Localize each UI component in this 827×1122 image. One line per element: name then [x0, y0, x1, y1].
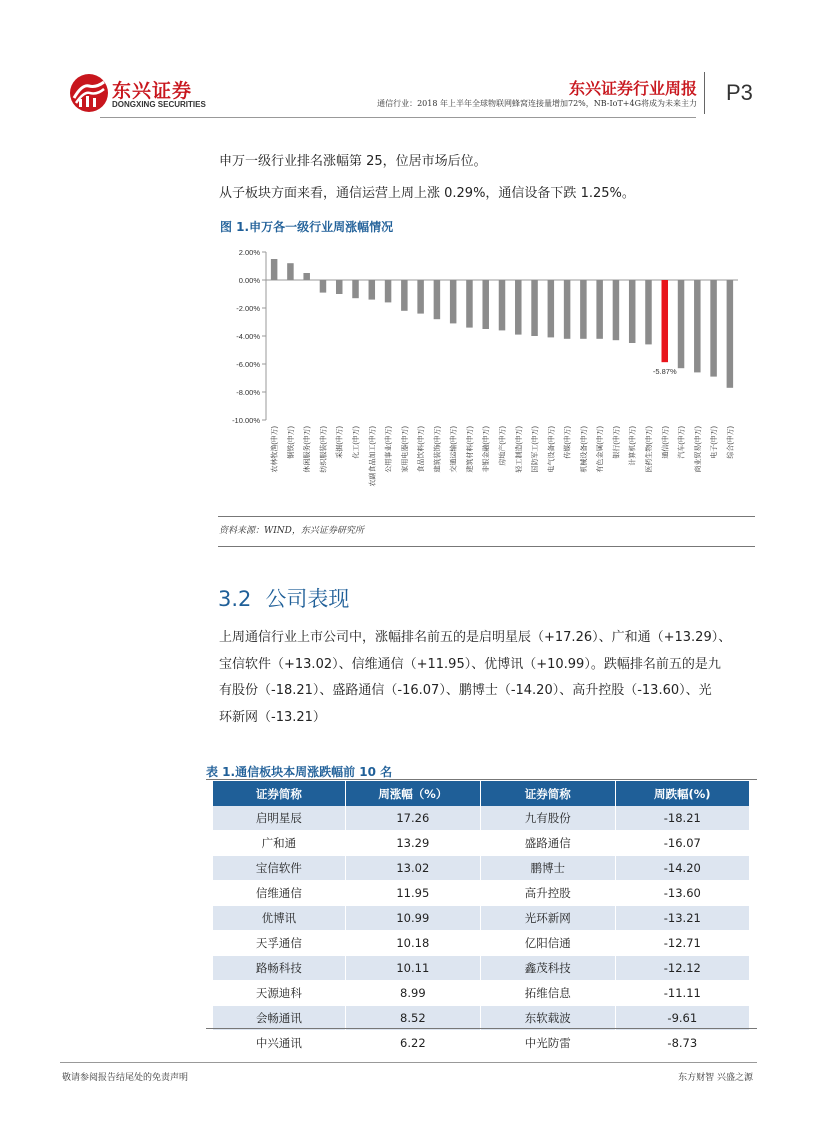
top10-table: [213, 781, 750, 1056]
loser-name-cell: 拓维信息: [481, 981, 616, 1006]
category-label: 国防军工(申万): [532, 426, 540, 473]
loser-change-cell: -16.07: [616, 831, 750, 856]
gainer-name-cell: 优博讯: [213, 906, 346, 931]
bar: [499, 280, 506, 330]
bar: [694, 280, 701, 372]
logo-english-name: DONGXING SECURITIES: [112, 100, 206, 109]
paragraph-line: 上周通信行业上市公司中，涨幅排名前五的是启明星辰（+17.26）、广和通（+13.29）、: [219, 630, 732, 645]
paragraph-ranking: 申万一级行业排名涨幅第 25，位居市场后位。: [219, 154, 487, 169]
column-header: 周涨幅（%）: [346, 781, 481, 806]
gainer-name-cell: 路畅科技: [213, 956, 346, 981]
bar: [629, 280, 636, 343]
figure-title: 图 1.申万各一级行业周涨幅情况: [220, 220, 394, 234]
category-label: 建筑装饰(申万): [434, 426, 442, 473]
bar: [645, 280, 652, 344]
category-label: 休闲服务(申万): [304, 426, 312, 473]
figure-source: 资料来源：WIND，东兴证券研究所: [219, 526, 364, 536]
bar: [271, 259, 278, 280]
category-label: 家用电器(申万): [401, 426, 409, 473]
report-subtitle: 通信行业：2018 年上半年全球物联网蜂窝连接量增加72%，NB-IoT+4G将成为未来主力: [377, 99, 697, 108]
category-label: 采掘(申万): [336, 426, 344, 459]
paragraph-line: 有股份（-18.21）、盛路通信（-16.07）、鹏博士（-14.20）、高升控股（-13.60）、光: [219, 683, 712, 698]
gainer-change-cell: 8.52: [346, 1006, 481, 1031]
table-row: [213, 831, 750, 856]
gainer-name-cell: 广和通: [213, 831, 346, 856]
bar: [450, 280, 457, 323]
paragraph-line: 环新网（-13.21）: [219, 709, 326, 725]
y-tick-label: -2.00%: [236, 304, 260, 313]
gainer-name-cell: 会畅通讯: [213, 1006, 346, 1031]
gainer-change-cell: 10.18: [346, 931, 481, 956]
category-label: 农副食品加工(申万): [369, 426, 377, 487]
footer-disclaimer: 敬请参阅报告结尾处的免责声明: [62, 1073, 189, 1083]
paragraph-subsectors: 从子板块方面来看，通信运营上周上涨 0.29%，通信设备下跌 1.25%。: [219, 186, 635, 201]
loser-name-cell: 亿阳信通: [481, 931, 616, 956]
section-number: 3.2: [218, 587, 252, 611]
column-header: 证券简称: [481, 781, 616, 806]
bar: [417, 280, 424, 314]
section-title: 公司表现: [265, 587, 350, 611]
loser-name-cell: 鹏博士: [481, 856, 616, 881]
bar: [336, 280, 343, 294]
bar: [613, 280, 620, 340]
loser-name-cell: 高升控股: [481, 881, 616, 906]
y-tick-label: 0.00%: [238, 276, 260, 285]
bar: [596, 280, 603, 339]
category-label: 农林牧渔(申万): [271, 426, 279, 473]
y-tick-label: -6.00%: [236, 360, 260, 369]
category-label: 公用事业(申万): [385, 426, 393, 473]
category-label: 传媒(申万): [564, 426, 572, 459]
table-row: [213, 881, 750, 906]
paragraph-line: 宝信软件（+13.02）、信维通信（+11.95）、优博讯（+10.99）。跌幅排名前五的是九: [219, 656, 721, 672]
category-label: 纺织服装(申万): [320, 426, 328, 473]
table-row: [213, 981, 750, 1006]
category-label: 房地产(申万): [499, 426, 507, 466]
loser-name-cell: 东软载波: [481, 1006, 616, 1031]
category-label: 医药生物(申万): [645, 426, 653, 473]
bar: [303, 273, 310, 280]
loser-change-cell: -8.73: [616, 1031, 750, 1056]
category-label: 汽车(申万): [678, 426, 686, 459]
header-rule: [100, 117, 696, 118]
category-label: 银行(申万): [613, 426, 621, 459]
gainer-name-cell: 中兴通讯: [213, 1031, 346, 1056]
category-label: 商业贸易(申万): [694, 426, 702, 473]
table-row: [213, 806, 750, 831]
header-divider: [704, 72, 705, 114]
industry-weekly-change-chart: [218, 242, 748, 504]
section-heading: [218, 583, 349, 613]
loser-name-cell: 盛路通信: [481, 831, 616, 856]
bar: [727, 280, 734, 388]
category-label: 计算机(申万): [629, 426, 637, 466]
y-tick-label: 2.00%: [238, 248, 260, 257]
logo-name: 东兴证券: [112, 80, 193, 102]
table-row: [213, 956, 750, 981]
y-tick-label: -8.00%: [236, 388, 260, 397]
category-label: 电气设备(申万): [548, 426, 556, 473]
gainer-change-cell: 17.26: [346, 806, 481, 831]
data-label: -5.87%: [652, 367, 677, 377]
table-row: [213, 856, 750, 881]
logo-emblem-icon: [68, 72, 110, 114]
gainer-change-cell: 13.29: [346, 831, 481, 856]
paragraph-company-performance: [219, 625, 731, 731]
gainer-name-cell: 宝信软件: [213, 856, 346, 881]
table-header-row: [213, 781, 750, 806]
bar: [352, 280, 359, 298]
loser-change-cell: -13.21: [616, 906, 750, 931]
loser-change-cell: -18.21: [616, 806, 750, 831]
category-label: 化工(申万): [353, 426, 361, 459]
bar: [515, 280, 522, 335]
gainer-name-cell: 启明星辰: [213, 806, 346, 831]
category-label: 钢铁(申万): [287, 426, 295, 459]
y-tick-label: -4.00%: [236, 332, 260, 341]
bar: [548, 280, 555, 337]
loser-change-cell: -13.60: [616, 881, 750, 906]
column-header: 证券简称: [213, 781, 346, 806]
bar: [531, 280, 538, 336]
page-number: P3: [726, 80, 753, 105]
bar: [662, 280, 669, 362]
loser-name-cell: 九有股份: [481, 806, 616, 831]
footer-slogan: 东方财智 兴盛之源: [678, 1073, 753, 1083]
bar: [385, 280, 392, 302]
loser-change-cell: -14.20: [616, 856, 750, 881]
column-header: 周跌幅(%): [616, 781, 750, 806]
table-title: 表 1.通信板块本周涨跌幅前 10 名: [206, 765, 393, 779]
category-label: 食品饮料(申万): [418, 426, 426, 473]
report-title: 东兴证券行业周报: [568, 79, 697, 98]
bar: [434, 280, 441, 319]
gainer-change-cell: 13.02: [346, 856, 481, 881]
bar: [287, 263, 294, 280]
category-label: 建筑材料(申万): [466, 426, 474, 473]
bar: [401, 280, 408, 311]
category-label: 通信(申万): [662, 426, 670, 459]
table-body: [213, 806, 750, 1056]
gainer-change-cell: 10.99: [346, 906, 481, 931]
loser-name-cell: 中光防雷: [481, 1031, 616, 1056]
bar: [678, 280, 685, 368]
table-row: [213, 1031, 750, 1056]
table-top-rule: [206, 779, 757, 780]
figure-source-top-rule: [218, 516, 755, 517]
gainer-change-cell: 8.99: [346, 981, 481, 1006]
bar: [482, 280, 489, 329]
table-bottom-rule: [206, 1028, 757, 1029]
loser-change-cell: -9.61: [616, 1006, 750, 1031]
bar: [710, 280, 717, 377]
footer-rule: [60, 1062, 757, 1063]
gainer-change-cell: 11.95: [346, 881, 481, 906]
loser-change-cell: -12.12: [616, 956, 750, 981]
figure-source-bottom-rule: [218, 546, 755, 547]
gainer-change-cell: 10.11: [346, 956, 481, 981]
gainer-name-cell: 天源迪科: [213, 981, 346, 1006]
table-row: [213, 931, 750, 956]
bar: [320, 280, 327, 293]
loser-name-cell: 鑫茂科技: [481, 956, 616, 981]
category-label: 交通运输(申万): [450, 426, 458, 473]
bar: [564, 280, 571, 339]
gainer-name-cell: 信维通信: [213, 881, 346, 906]
category-label: 综合(申万): [727, 426, 735, 459]
category-label: 机械设备(申万): [580, 426, 588, 473]
bar: [466, 280, 473, 328]
loser-change-cell: -12.71: [616, 931, 750, 956]
table-row: [213, 906, 750, 931]
gainer-name-cell: 天孚通信: [213, 931, 346, 956]
loser-name-cell: 光环新网: [481, 906, 616, 931]
bar: [580, 280, 587, 339]
category-label: 非银金融(申万): [483, 426, 491, 473]
category-label: 轻工制造(申万): [515, 426, 523, 473]
gainer-change-cell: 6.22: [346, 1031, 481, 1056]
category-label: 有色金属(申万): [597, 426, 605, 473]
y-tick-label: -10.00%: [232, 416, 260, 425]
loser-change-cell: -11.11: [616, 981, 750, 1006]
category-label: 电子(申万): [711, 426, 719, 459]
bar: [369, 280, 376, 300]
